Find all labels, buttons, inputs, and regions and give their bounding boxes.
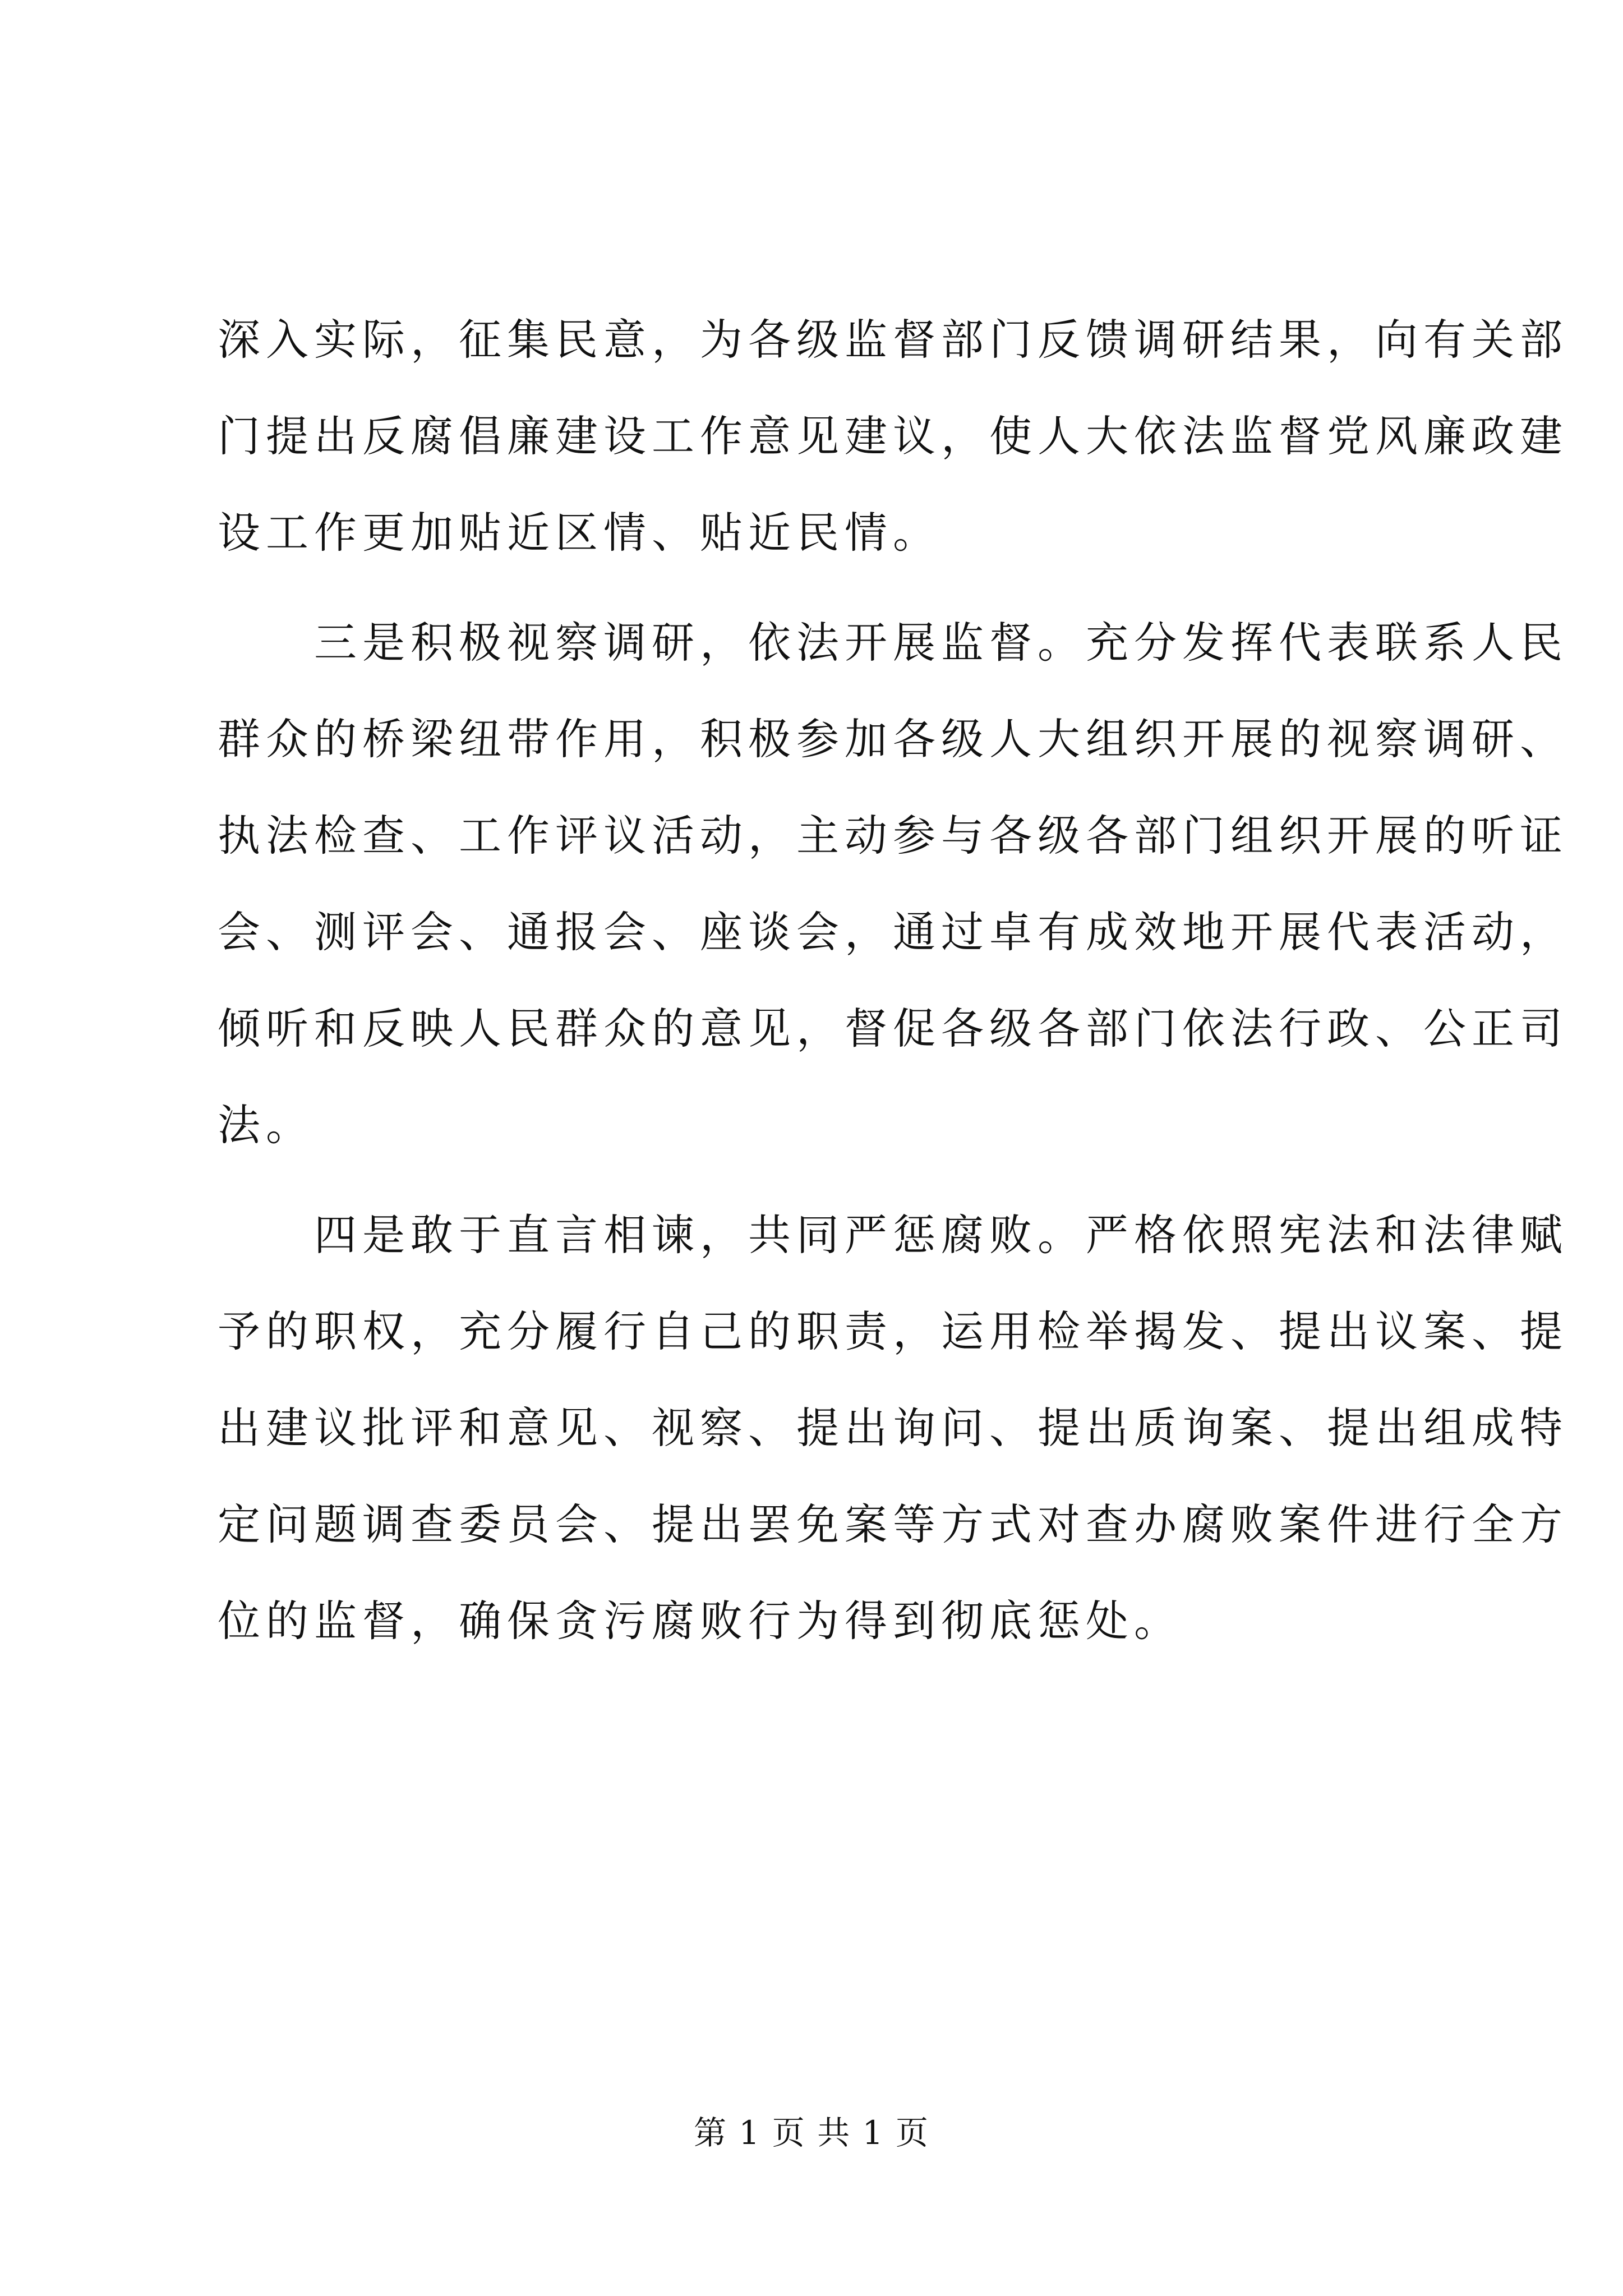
text-line: 群众的桥梁纽带作用，积极参加各级人大组织开展的视察调研、 [218,714,1568,764]
paragraph-spacing [218,581,1418,595]
page-number-label: 第 1 页 共 1 页 [694,2114,929,2152]
paragraph-spacing [218,1174,1418,1187]
paragraph-point-four [218,1187,1568,1669]
text-line: 倾听和反映人民群众的意见，督促各级各部门依法行政、公正司 [218,1004,1568,1053]
paragraph-point-three [218,595,1568,1174]
document-body [218,292,1568,1669]
text-line: 法。 [218,1100,314,1150]
text-line: 执法检查、工作评议活动，主动参与各级各部门组织开展的听证 [218,811,1568,861]
paragraph-continuation [218,292,1568,581]
text-line: 深入实际，征集民意，为各级监督部门反馈调研结果，向有关部 [218,315,1568,365]
text-line: 四是敢于直言相谏，共同严惩腐败。严格依照宪法和法律赋 [314,1210,1568,1260]
page-footer [0,2110,1623,2155]
text-line: 设工作更加贴近区情、贴近民情。 [218,508,941,558]
text-line: 门提出反腐倡廉建设工作意见建议，使人大依法监督党风廉政建 [218,411,1568,461]
text-line: 三是积极视察调研，依法开展监督。充分发挥代表联系人民 [314,618,1568,668]
text-line: 位的监督，确保贪污腐败行为得到彻底惩处。 [218,1596,1182,1646]
text-line: 出建议批评和意见、视察、提出询问、提出质询案、提出组成特 [218,1403,1568,1453]
text-line: 定问题调查委员会、提出罢免案等方式对查办腐败案件进行全方 [218,1499,1568,1549]
text-line: 予的职权，充分履行自己的职责，运用检举揭发、提出议案、提 [218,1306,1568,1356]
text-line: 会、测评会、通报会、座谈会，通过卓有成效地开展代表活动， [218,907,1568,957]
